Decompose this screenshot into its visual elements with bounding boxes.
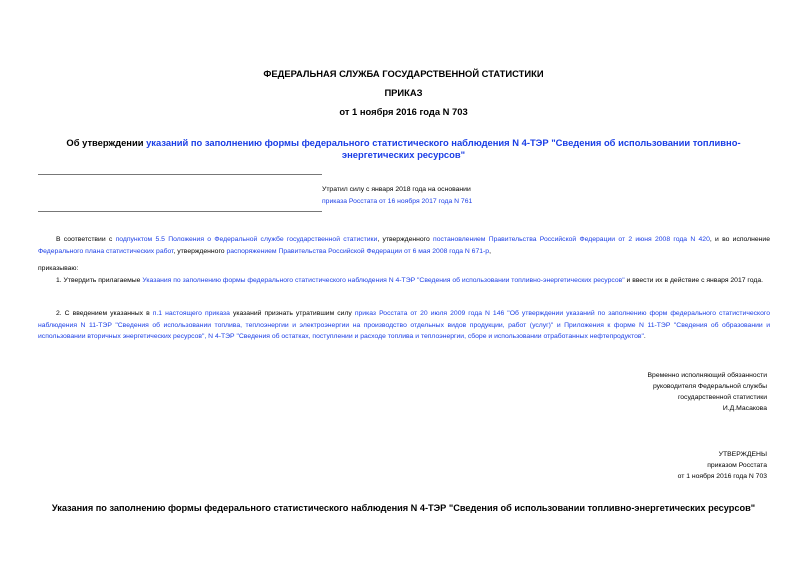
preamble-text-4: , утвержденного: [173, 247, 227, 255]
instructions-title: Указания по заполнению формы федерального статистического наблюдения N 4-ТЭР "Сведения об использовании топливно-энергетических ресурсов": [51, 503, 756, 513]
doc-date-number: от 1 ноября 2016 года N 703: [339, 106, 468, 117]
preamble-link-order[interactable]: распоряжением Правительства Российской Федерации от 6 мая 2008 года N 671-р: [226, 247, 490, 255]
item-1-link-instructions[interactable]: Указания по заполнению формы федерального статистического наблюдения N 4-ТЭР "Сведения об использовании топливно-энергетических ресурсов": [142, 277, 625, 284]
signature-block: [547, 370, 767, 414]
title-link[interactable]: указаний по заполнению формы федерального статистического наблюдения N 4-ТЭР "Сведения об использовании топливно-энергетических ресурсов": [146, 137, 741, 160]
signature-line-1: Временно исполняющий обязанности: [647, 372, 767, 379]
item-2-link-old-order[interactable]: приказ Росстата от 20 июля 2009 года N 146 "Об утверждении указаний по заполнению форм федерального статистического наблюдения N 11-ТЭР "Сведения об использовании топлива, теплоэнергии и электроэнергии на производство отдельных видов продукции, работ (услуг)" и Приложения к форме N 11-ТЭР "Сведения об образовании и использовании вторичных энергетических ресурсов", N 4-ТЭР "Сведения об остатках, поступлении и расходе топлива и теплоэнергии, сборе и использовании отработанных нефтепродуктов": [38, 310, 770, 340]
preamble-text-3: , и во исполнение: [709, 236, 770, 243]
divider-top: [38, 174, 322, 175]
agency-heading: ФЕДЕРАЛЬНАЯ СЛУЖБА ГОСУДАРСТВЕННОЙ СТАТИСТИКИ: [263, 68, 544, 79]
approved-block: [547, 449, 767, 482]
preamble-text-2: , утвержденного: [377, 236, 434, 243]
item-1-text-1: 1. Утвердить прилагаемые: [56, 277, 143, 284]
signature-line-3: государственной статистики: [677, 394, 767, 401]
item-1-text-2: и ввести их в действие с января 2017 года.: [624, 277, 763, 284]
item-2-link-clause[interactable]: п.1 настоящего приказа: [152, 310, 230, 317]
preamble-text-1: В соответствии с: [56, 236, 116, 243]
preamble-link-resolution[interactable]: постановлением Правительства Российской Федерации от 2 июня 2008 года N 420: [433, 236, 710, 243]
lost-force-note: [322, 184, 522, 207]
divider-bottom: [38, 211, 322, 212]
item-1-paragraph: [38, 275, 770, 287]
approved-line-3: от 1 ноября 2016 года N 703: [677, 473, 767, 480]
preamble-paragraph: [38, 234, 770, 257]
item-2-paragraph: [38, 308, 770, 343]
item-2-text-3: .: [643, 333, 646, 340]
approved-line-1: УТВЕРЖДЕНЫ: [718, 451, 767, 458]
document-title: [40, 137, 767, 160]
doc-type-heading: ПРИКАЗ: [384, 87, 423, 98]
approved-line-2: приказом Росстата: [707, 462, 767, 469]
lost-force-link[interactable]: приказа Росстата от 16 ноября 2017 года N 761: [322, 197, 473, 205]
order-word: приказываю:: [38, 265, 79, 272]
title-prefix: Об утверждении: [66, 137, 147, 148]
item-2-text-1: 2. С введением указанных в: [56, 310, 153, 317]
signature-line-2: руководителя Федеральной службы: [652, 383, 767, 390]
preamble-link-plan[interactable]: Федерального плана статистических работ: [38, 247, 174, 255]
preamble-text-5: ,: [489, 247, 491, 255]
lost-force-text: Утратил силу с января 2018 года на основании: [322, 186, 471, 193]
signature-name: И.Д.Масакова: [722, 405, 767, 412]
item-2-text-2: указаний признать утратившим силу: [229, 310, 355, 317]
preamble-link-regulation[interactable]: подпунктом 5.5 Положения о Федеральной службе государственной статистики: [115, 236, 378, 243]
